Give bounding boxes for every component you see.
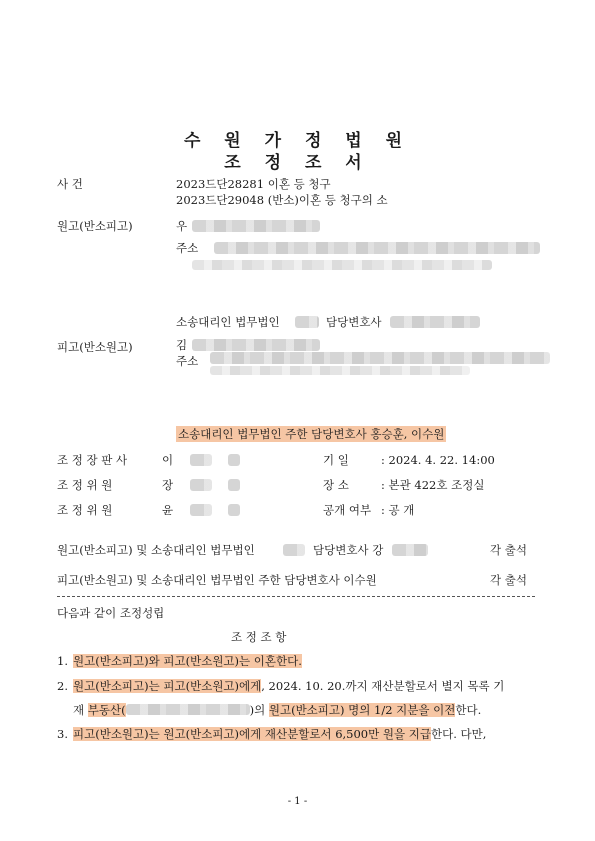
redacted-judge-name-b xyxy=(228,454,240,466)
attendance-plaintiff-b: 담당변호사 강 xyxy=(313,543,384,557)
redacted-plaintiff-firm xyxy=(295,316,319,328)
redacted-defendant-address xyxy=(210,352,550,364)
defendant-address-label: 주소 xyxy=(176,354,199,368)
clause-2-line2-b: )의 xyxy=(249,703,269,717)
place-value: : 본관 422호 조정실 xyxy=(381,478,485,492)
redacted-defendant-address-2 xyxy=(210,366,470,375)
case-number-2: 2023드단29048 (반소)이혼 등 청구의 소 xyxy=(176,193,388,207)
plaintiff-agent: 소송대리인 법무법인 xyxy=(176,315,280,329)
clause-2-highlight-1: 원고(반소피고)는 피고(반소원고)에게 xyxy=(73,679,262,693)
clause-1-highlight: 원고(반소피고)와 피고(반소원고)는 이혼한다. xyxy=(73,654,302,668)
clause-3-number: 3. xyxy=(57,727,68,741)
defendant-agent: 소송대리인 법무법인 주한 담당변호사 홍승훈, 이수원 xyxy=(178,427,445,441)
clause-3-rest: 한다. 다만, xyxy=(430,727,487,741)
clause-2-highlight-2: 부동산( xyxy=(87,703,126,717)
dashed-divider xyxy=(57,596,535,597)
clause-3-highlight: 피고(반소원고)는 원고(반소피고)에게 재산분할로서 6,500만 원을 지급 xyxy=(73,727,431,741)
redacted-mediator2-b xyxy=(228,504,240,516)
attendance-defendant: 피고(반소원고) 및 소송대리인 법무법인 주한 담당변호사 이수원 xyxy=(57,573,377,587)
document-title: 조 정 조 서 xyxy=(224,153,371,173)
redacted-plaintiff-address-2 xyxy=(192,260,492,270)
redacted-plaintiff-lawyer xyxy=(390,316,480,328)
clause-1 xyxy=(73,654,302,668)
attendance-defendant-status: 각 출석 xyxy=(490,573,527,587)
public-value: : 공 개 xyxy=(381,503,415,517)
clause-2-rest: , 2024. 10. 20.까지 재산분할로서 별지 목록 기 xyxy=(261,679,505,693)
date-value: : 2024. 4. 22. 14:00 xyxy=(381,453,495,467)
defendant-name: 김 xyxy=(176,338,188,352)
court-name: 수 원 가 정 법 원 xyxy=(183,131,412,151)
plaintiff-label: 원고(반소피고) xyxy=(57,219,133,233)
redacted-mediator1-b xyxy=(228,479,240,491)
redacted-defendant-name xyxy=(192,339,320,351)
clause-2-line2-a: 재 xyxy=(73,703,88,717)
section-title: 조 정 조 항 xyxy=(231,630,287,644)
clause-2-highlight-3: 원고(반소피고) 명의 1/2 지분을 이전 xyxy=(268,703,456,717)
clause-2-line2-c: 한다. xyxy=(455,703,482,717)
clause-1-number: 1. xyxy=(57,654,68,668)
intro-text: 다음과 같이 조정성립 xyxy=(57,606,165,620)
attendance-plaintiff-a: 원고(반소피고) 및 소송대리인 법무법인 xyxy=(57,543,255,557)
clause-3-line1 xyxy=(73,727,486,741)
judge-label: 조 정 장 판 사 xyxy=(57,453,128,467)
redacted-plaintiff-name xyxy=(192,220,320,232)
mediator2-label: 조 정 위 원 xyxy=(57,503,113,517)
redacted-mediator2-a xyxy=(190,504,212,516)
redacted-attendance-lawyer xyxy=(392,544,428,556)
clause-2-line1 xyxy=(73,679,504,693)
defendant-label: 피고(반소원고) xyxy=(57,340,133,354)
redacted-plaintiff-address xyxy=(214,242,540,254)
plaintiff-lawyer-label: 담당변호사 xyxy=(326,315,382,329)
clause-2-line2 xyxy=(73,703,481,717)
mediator1-name: 장 xyxy=(162,478,174,492)
attendance-plaintiff-status: 각 출석 xyxy=(490,543,527,557)
plaintiff-name: 우 xyxy=(176,219,188,233)
judge-name: 이 xyxy=(162,453,174,467)
redacted-property xyxy=(126,704,250,715)
redacted-mediator1-a xyxy=(190,479,212,491)
date-label: 기 일 xyxy=(323,453,349,467)
mediator1-label: 조 정 위 원 xyxy=(57,478,113,492)
place-label: 장 소 xyxy=(323,478,349,492)
mediator2-name: 윤 xyxy=(162,503,174,517)
redacted-judge-name-a xyxy=(190,454,212,466)
case-number-1: 2023드단28281 이혼 등 청구 xyxy=(176,177,331,191)
clause-2-number: 2. xyxy=(57,679,68,693)
redacted-attendance-firm xyxy=(283,544,305,556)
plaintiff-address-label: 주소 xyxy=(176,241,199,255)
page-number: - 1 - xyxy=(287,796,308,807)
public-label: 공개 여부 xyxy=(323,503,372,517)
case-label: 사 건 xyxy=(57,177,83,191)
